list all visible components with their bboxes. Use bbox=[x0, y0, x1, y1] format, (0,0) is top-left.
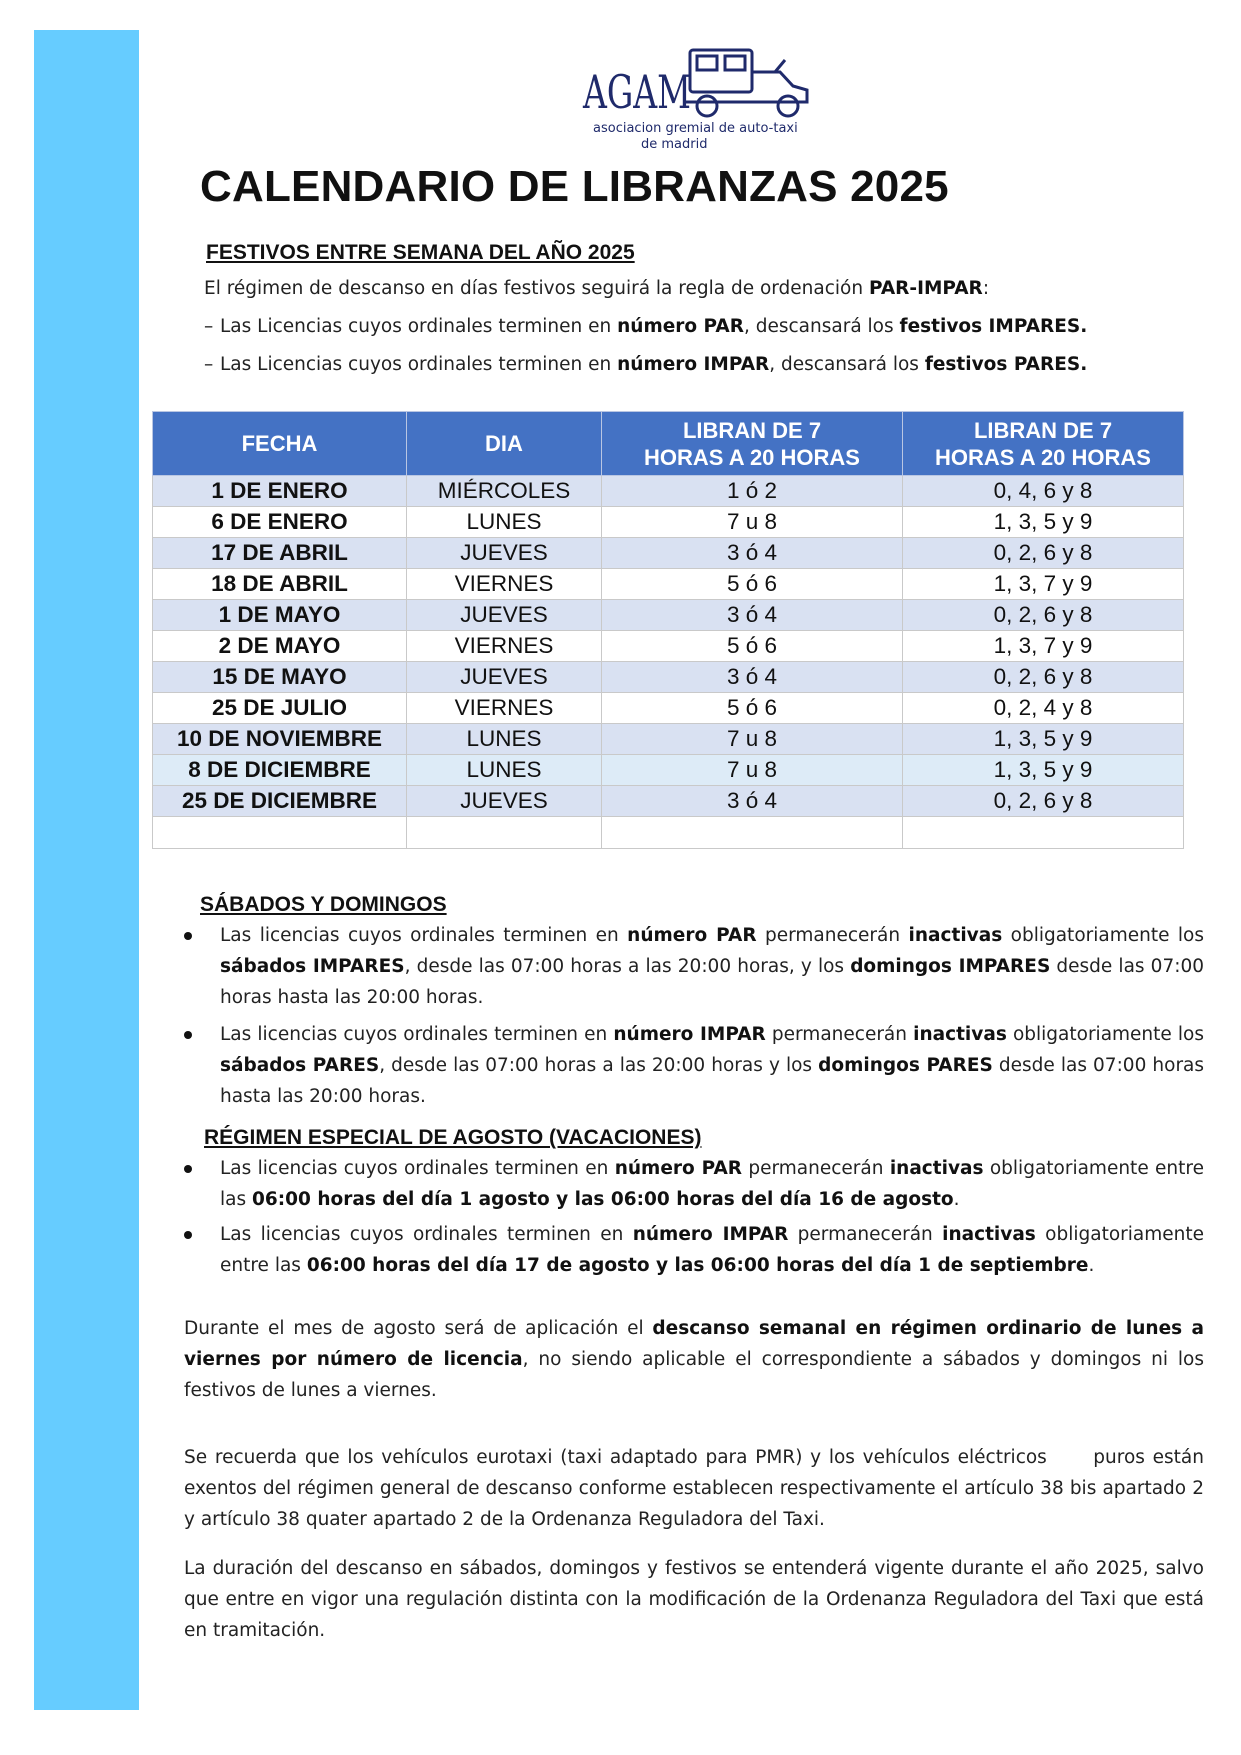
cell-dia: VIERNES bbox=[407, 631, 602, 662]
bullet-dot bbox=[184, 1165, 192, 1173]
header-fecha: FECHA bbox=[153, 412, 407, 476]
eurotaxi-note: Se recuerda que los vehículos eurotaxi (taxi adaptado para PMR) y los vehículos eléctricos puros están exentos del régimen general de descanso conforme establecen respectivamente el artículo 38 bis apartado 2 y artículo 38 quater apartado 2 de la Ordenanza Reguladora del Taxi. bbox=[184, 1447, 1210, 1530]
empty-cell bbox=[153, 817, 407, 849]
cell-col4: 1, 3, 5 y 9 bbox=[903, 724, 1184, 755]
cell-fecha: 6 DE ENERO bbox=[153, 507, 407, 538]
rule-impar: – Las Licencias cuyos ordinales terminen en número IMPAR, descansará los festivos PARES. bbox=[204, 354, 1088, 375]
cell-col3: 1 ó 2 bbox=[602, 476, 903, 507]
cell-col3: 3 ó 4 bbox=[602, 786, 903, 817]
table-row bbox=[153, 476, 1184, 507]
agam-logo-graphic bbox=[575, 42, 827, 154]
cell-fecha: 10 DE NOVIEMBRE bbox=[153, 724, 407, 755]
cell-col3: 5 ó 6 bbox=[602, 569, 903, 600]
table-row bbox=[153, 600, 1184, 631]
cell-dia: MIÉRCOLES bbox=[407, 476, 602, 507]
header-dia: DIA bbox=[407, 412, 602, 476]
cell-fecha: 2 DE MAYO bbox=[153, 631, 407, 662]
table-row bbox=[153, 538, 1184, 569]
cell-dia: VIERNES bbox=[407, 569, 602, 600]
festivos-intro bbox=[204, 273, 1164, 387]
header-libran-2: LIBRAN DE 7 HORAS A 20 HORAS bbox=[903, 412, 1184, 476]
empty-cell bbox=[602, 817, 903, 849]
rule-par: – Las Licencias cuyos ordinales terminen en número PAR, descansará los festivos IMPARES. bbox=[204, 316, 1088, 337]
table-header-row bbox=[153, 412, 1184, 476]
bullet-dot bbox=[184, 932, 192, 940]
cell-dia: JUEVES bbox=[407, 538, 602, 569]
table-row bbox=[153, 631, 1184, 662]
side-accent-bar bbox=[34, 30, 139, 1710]
cell-col3: 7 u 8 bbox=[602, 724, 903, 755]
agosto-bullet-par: Las licencias cuyos ordinales terminen en número PAR permanecerán inactivas obligatoriamente entre las 06:00 horas del día 1 agosto y las 06:00 horas del día 16 de agosto. bbox=[184, 1153, 1204, 1215]
sabados-list bbox=[184, 920, 1204, 1112]
table-row bbox=[153, 693, 1184, 724]
regimen-sentence: El régimen de descanso en días festivos seguirá la regla de ordenación PAR-IMPAR: bbox=[204, 278, 990, 299]
cell-col4: 0, 2, 6 y 8 bbox=[903, 662, 1184, 693]
agosto-paragraph: Durante el mes de agosto será de aplicación el descanso semanal en régimen ordinario de lunes a viernes por número de licencia, no siendo aplicable el correspondiente a sábados y domingos ni los festivos de lunes a viernes. bbox=[184, 1318, 1204, 1401]
cell-fecha: 15 DE MAYO bbox=[153, 662, 407, 693]
table-row bbox=[153, 755, 1184, 786]
cell-col3: 3 ó 4 bbox=[602, 600, 903, 631]
festivos-table bbox=[152, 411, 1184, 849]
header-libran-1: LIBRAN DE 7 HORAS A 20 HORAS bbox=[602, 412, 903, 476]
cell-col3: 3 ó 4 bbox=[602, 538, 903, 569]
sabados-bullet-impar: Las licencias cuyos ordinales terminen en número IMPAR permanecerán inactivas obligatoriamente los sábados PARES, desde las 07:00 horas a las 20:00 horas y los domingos PARES desde las 07:00 horas hasta las 20:00 horas. bbox=[184, 1019, 1204, 1112]
cell-fecha: 1 DE MAYO bbox=[153, 600, 407, 631]
cell-fecha: 1 DE ENERO bbox=[153, 476, 407, 507]
cell-col4: 0, 2, 6 y 8 bbox=[903, 786, 1184, 817]
festivos-heading: FESTIVOS ENTRE SEMANA DEL AÑO 2025 bbox=[206, 241, 635, 264]
cell-dia: JUEVES bbox=[407, 662, 602, 693]
cell-col3: 5 ó 6 bbox=[602, 631, 903, 662]
cell-dia: JUEVES bbox=[407, 786, 602, 817]
sabados-heading: SÁBADOS Y DOMINGOS bbox=[200, 893, 447, 916]
cell-dia: VIERNES bbox=[407, 693, 602, 724]
agam-logo bbox=[575, 42, 827, 154]
cell-col4: 1, 3, 5 y 9 bbox=[903, 507, 1184, 538]
cell-dia: JUEVES bbox=[407, 600, 602, 631]
cell-col4: 1, 3, 7 y 9 bbox=[903, 569, 1184, 600]
agosto-heading: RÉGIMEN ESPECIAL DE AGOSTO (VACACIONES) bbox=[204, 1126, 702, 1149]
agosto-bullet-impar: Las licencias cuyos ordinales terminen en número IMPAR permanecerán inactivas obligatoriamente entre las 06:00 horas del día 17 de agosto y las 06:00 horas del día 1 de septiembre. bbox=[184, 1219, 1204, 1281]
cell-fecha: 18 DE ABRIL bbox=[153, 569, 407, 600]
cell-col4: 0, 2, 6 y 8 bbox=[903, 538, 1184, 569]
cell-dia: LUNES bbox=[407, 755, 602, 786]
table-row bbox=[153, 662, 1184, 693]
duracion-note: La duración del descanso en sábados, domingos y festivos se entenderá vigente durante el año 2025, salvo que entre en vigor una regulación distinta con la modificación de la Ordenanza Reguladora del Taxi que está en tramitación. bbox=[184, 1558, 1204, 1641]
cell-fecha: 8 DE DICIEMBRE bbox=[153, 755, 407, 786]
cell-col3: 7 u 8 bbox=[602, 755, 903, 786]
logo-letters: AGAM bbox=[582, 65, 691, 119]
cell-col4: 0, 4, 6 y 8 bbox=[903, 476, 1184, 507]
cell-col3: 7 u 8 bbox=[602, 507, 903, 538]
logo-line-1: asociacion gremial de auto-taxi bbox=[593, 121, 798, 136]
bullet-dot bbox=[184, 1231, 192, 1239]
logo-line-2: de madrid bbox=[641, 137, 708, 152]
cell-fecha: 25 DE DICIEMBRE bbox=[153, 786, 407, 817]
table-row bbox=[153, 786, 1184, 817]
page-title: CALENDARIO DE LIBRANZAS 2025 bbox=[200, 162, 949, 211]
sabados-bullet-par: Las licencias cuyos ordinales terminen en número PAR permanecerán inactivas obligatoriamente los sábados IMPARES, desde las 07:00 horas a las 20:00 horas, y los domingos IMPARES desde las 07:00 horas hasta las 20:00 horas. bbox=[184, 920, 1204, 1013]
cell-col3: 5 ó 6 bbox=[602, 693, 903, 724]
table-row bbox=[153, 569, 1184, 600]
empty-cell bbox=[407, 817, 602, 849]
cell-dia: LUNES bbox=[407, 507, 602, 538]
cell-col3: 3 ó 4 bbox=[602, 662, 903, 693]
cell-col4: 0, 2, 4 y 8 bbox=[903, 693, 1184, 724]
cell-col4: 1, 3, 7 y 9 bbox=[903, 631, 1184, 662]
table-row bbox=[153, 507, 1184, 538]
cell-fecha: 25 DE JULIO bbox=[153, 693, 407, 724]
bullet-dot bbox=[184, 1031, 192, 1039]
cell-col4: 1, 3, 5 y 9 bbox=[903, 755, 1184, 786]
table-row-empty bbox=[153, 817, 1184, 849]
cell-col4: 0, 2, 6 y 8 bbox=[903, 600, 1184, 631]
empty-cell bbox=[903, 817, 1184, 849]
agosto-list bbox=[184, 1153, 1204, 1281]
cell-fecha: 17 DE ABRIL bbox=[153, 538, 407, 569]
cell-dia: LUNES bbox=[407, 724, 602, 755]
table-row bbox=[153, 724, 1184, 755]
